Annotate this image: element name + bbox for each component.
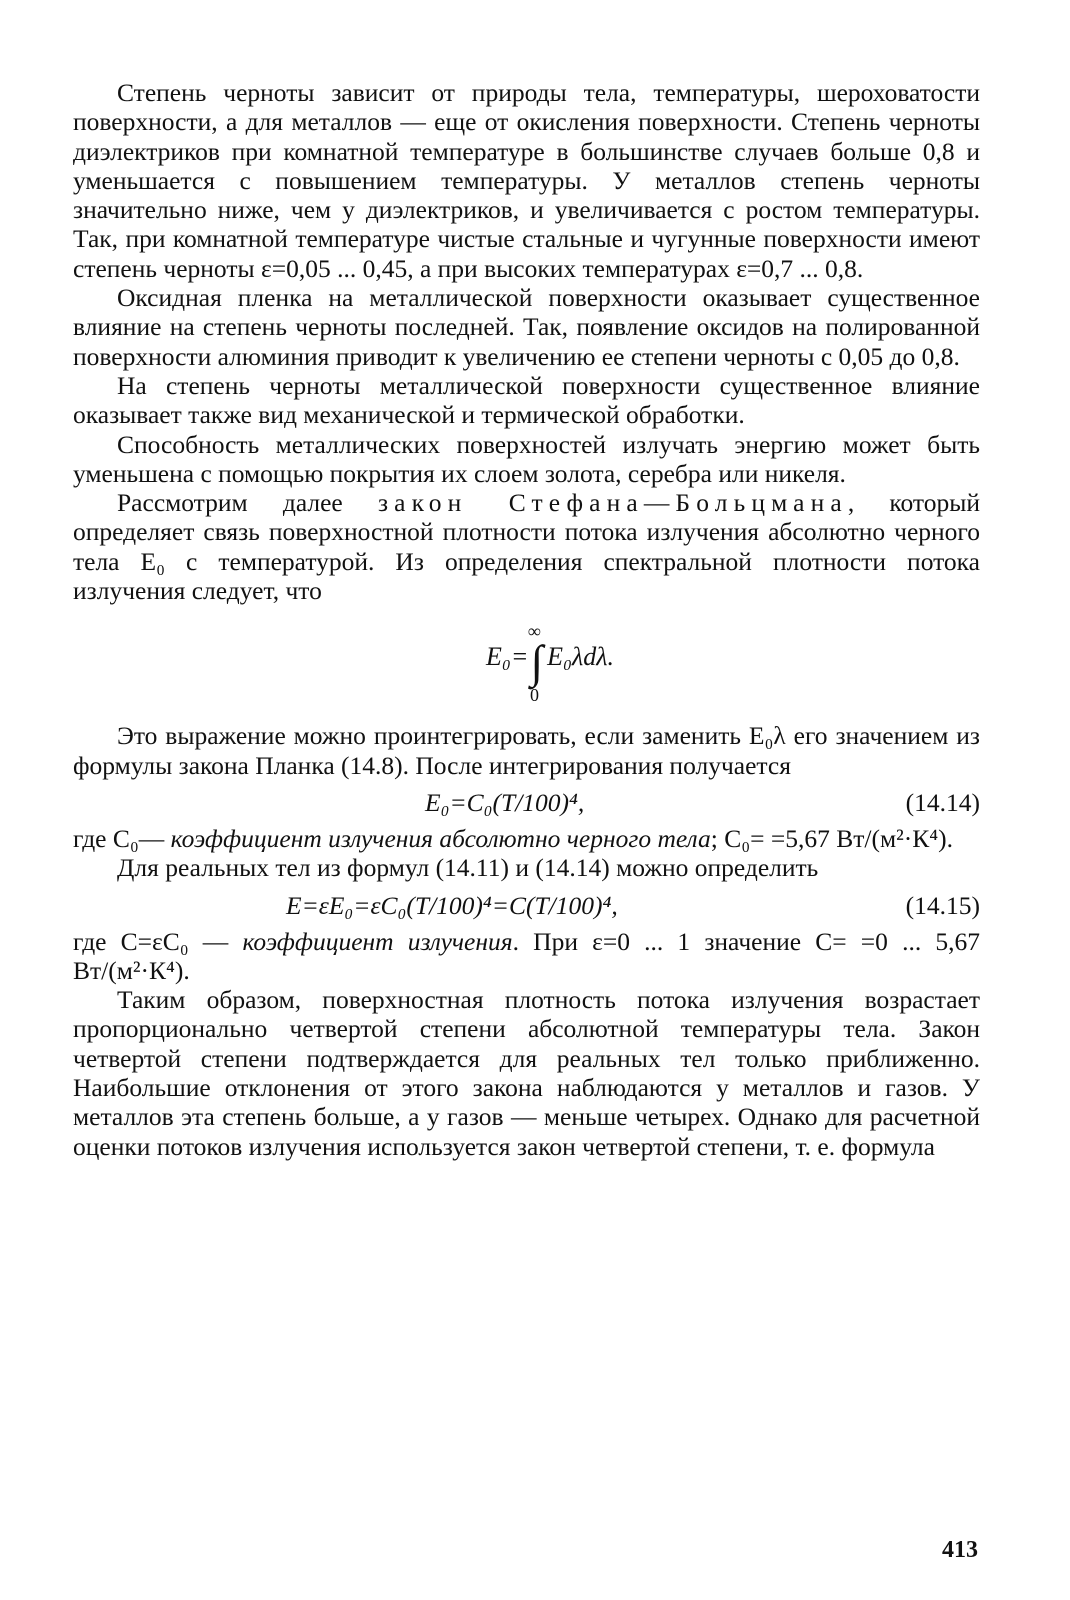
integral-rhs: E₀λdλ. bbox=[547, 642, 615, 672]
paragraph-planck-integration: Это выражение можно проинтегрировать, если заменить E₀λ его значением из формулы закона Планка (14.8). После интегрирования получается bbox=[73, 721, 980, 780]
integral-sign: ∫ bbox=[530, 636, 544, 688]
paragraph-emission-coefficient bbox=[73, 927, 980, 986]
text-fragment: где C₀— bbox=[73, 823, 171, 853]
paragraph-real-bodies: Для реальных тел из формул (14.11) и (14.14) можно определить bbox=[117, 853, 819, 883]
text-fragment: ; C₀= =5,67 Вт/(м²·К⁴). bbox=[710, 823, 953, 853]
equation-expression: E=εE₀=εC₀(T/100)⁴=C(T/100)⁴, bbox=[286, 890, 618, 920]
paragraph-oxide-film: Оксидная пленка на металлической поверхности оказывает существенное влияние на степень черноты последней. Так, появление оксидов на полированной поверхности алюминия приводит к увеличению ее степени черноты с 0,05 до 0,8. bbox=[73, 283, 980, 371]
integral-upper-limit: ∞ bbox=[528, 621, 541, 642]
spaced-term: закон Стефана—Больцмана bbox=[377, 488, 848, 518]
text-fragment: . При ε=0 ... 1 значение C= =0 ... 5,67 Вт/(м²·К⁴). bbox=[73, 926, 980, 985]
paragraph-coating: Способность металлических поверхностей излучать энергию может быть уменьшена с помощью покрытия их слоем золота, серебра или никеля. bbox=[73, 429, 980, 488]
integral-lower-limit: 0 bbox=[530, 685, 539, 706]
equation-14-14 bbox=[73, 788, 980, 822]
italic-term: коэффициент излучения bbox=[242, 926, 513, 956]
text-fragment: Рассмотрим далее bbox=[117, 488, 378, 518]
integral-formula bbox=[73, 617, 980, 706]
text-fragment: где C=εC₀ — bbox=[73, 926, 243, 956]
equation-number: (14.14) bbox=[905, 787, 980, 817]
text-fragment: , который определяет связь поверхностной плотности потока излучения абсолютно черного тела E₀ с температурой. Из определения спектральной плотности потока излучения следует, что bbox=[73, 488, 980, 606]
equation-expression: E₀=C₀(T/100)⁴, bbox=[425, 787, 585, 817]
equation-number: (14.15) bbox=[905, 890, 980, 920]
italic-term: коэффициент излучения абсолютно черного тела bbox=[170, 823, 711, 853]
paragraph-black-body-coefficient bbox=[73, 824, 980, 853]
paragraph-emissivity-factors: Степень черноты зависит от природы тела, температуры, шероховатости поверхности, а для металлов — еще от окисления поверхности. Степень черноты диэлектриков при комнатной температуре в большинстве случаев больше 0,8 и уменьшается с повышением температуры. У металлов степень черноты значительно ниже, чем у диэлектриков, и увеличивается с ростом температуры. Так, при комнатной температуре чистые стальные и чугунные поверхности имеют степень черноты ε=0,05 ... 0,45, а при высоких температурах ε=0,7 ... 0,8. bbox=[73, 78, 980, 283]
integral-lhs: E₀= bbox=[486, 642, 529, 672]
paragraph-fourth-power-law: Таким образом, поверхностная плотность потока излучения возрастает пропорционально четвертой степени абсолютной температуры тела. Закон четвертой степени подтверждается для реальных тел только приближенно. Наибольшие отклонения от этого закона наблюдаются у металлов и газов. У металлов эта степень больше, а у газов — меньше четырех. Однако для расчетной оценки потоков излучения используется закон четвертой степени, т. е. формула bbox=[73, 985, 980, 1161]
paragraph-stefan-boltzmann bbox=[73, 488, 980, 605]
paragraph-machining: На степень черноты металлической поверхности существенное влияние оказывает также вид механической и термической обработки. bbox=[73, 370, 980, 430]
equation-14-15 bbox=[73, 891, 980, 925]
page-number: 413 bbox=[942, 1537, 978, 1563]
integral-expression bbox=[486, 636, 615, 688]
